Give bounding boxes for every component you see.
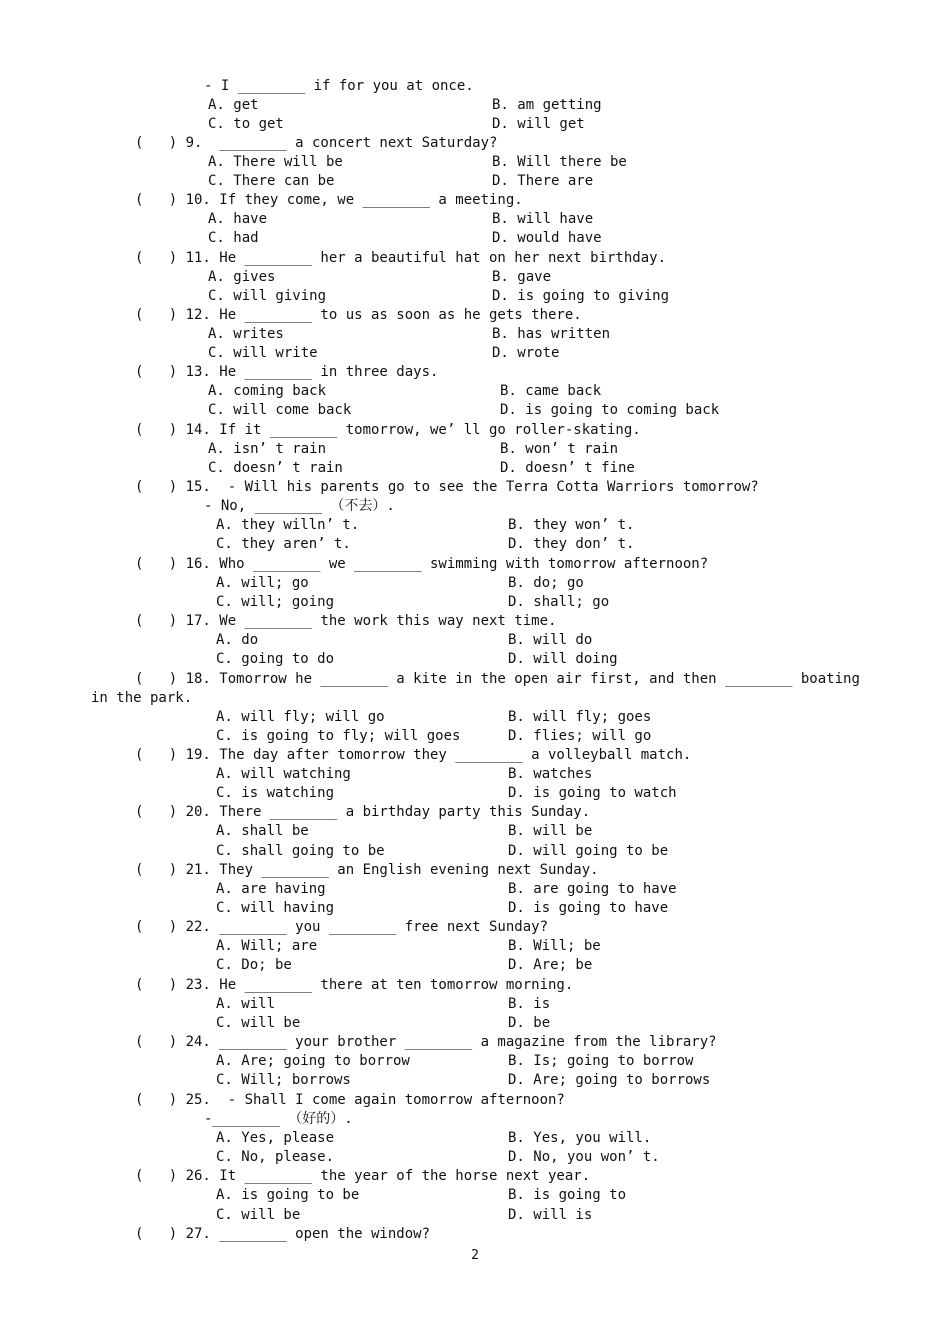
- text-line: D. be: [508, 1015, 551, 1031]
- text-line: B. is: [508, 996, 551, 1012]
- text-line: A. will: [216, 996, 276, 1012]
- text-line: B. Will; be: [508, 938, 601, 954]
- text-line: D. is going to giving: [492, 288, 670, 304]
- text-line: D. will doing: [508, 651, 618, 667]
- text-line: C. is watching: [216, 785, 335, 801]
- text-line: C. going to do: [216, 651, 335, 667]
- text-line: ( ) 25. - Shall I come again tomorrow afternoon?: [135, 1092, 565, 1108]
- text-line: B. they won’ t.: [508, 517, 635, 533]
- text-line: B. watches: [508, 766, 593, 782]
- text-line: C. had: [208, 230, 259, 246]
- text-line: D. There are: [492, 173, 594, 189]
- text-line: B. do; go: [508, 575, 584, 591]
- text-line: C. will; going: [216, 594, 335, 610]
- text-line: A. shall be: [216, 823, 309, 839]
- text-line: ( ) 12. He ________ to us as soon as he gets there.: [135, 307, 582, 323]
- text-line: A. Yes, please: [216, 1130, 335, 1146]
- text-line: B. will have: [492, 211, 594, 227]
- text-line: B. will do: [508, 632, 593, 648]
- text-line: D. will is: [508, 1207, 593, 1223]
- text-line: C. Do; be: [216, 957, 292, 973]
- text-line: A. they willn’ t.: [216, 517, 360, 533]
- text-line: ( ) 21. They ________ an English evening next Sunday.: [135, 862, 599, 878]
- text-line: B. will fly; goes: [508, 709, 652, 725]
- text-line: D. No, you won’ t.: [508, 1149, 660, 1165]
- text-line: ( ) 15. - Will his parents go to see the Terra Cotta Warriors tomorrow?: [135, 479, 759, 495]
- text-line: B. has written: [492, 326, 611, 342]
- text-line: C. will giving: [208, 288, 327, 304]
- text-line: C. No, please.: [216, 1149, 335, 1165]
- text-line: A. get: [208, 97, 259, 113]
- text-line: B. are going to have: [508, 881, 677, 897]
- text-line: ( ) 20. There ________ a birthday party this Sunday.: [135, 804, 591, 820]
- text-line: B. am getting: [492, 97, 602, 113]
- text-line: D. flies; will go: [508, 728, 652, 744]
- text-line: ( ) 17. We ________ the work this way next time.: [135, 613, 557, 629]
- text-line: D. Are; be: [508, 957, 593, 973]
- text-line: ( ) 13. He ________ in three days.: [135, 364, 439, 380]
- text-line: ( ) 22. ________ you ________ free next Sunday?: [135, 919, 549, 935]
- text-line: C. they aren’ t.: [216, 536, 351, 552]
- text-line: D. will get: [492, 116, 585, 132]
- text-line: C. will be: [216, 1015, 301, 1031]
- text-line: ( ) 27. ________ open the window?: [135, 1226, 431, 1242]
- text-line: D. they don’ t.: [508, 536, 635, 552]
- text-line: A. will; go: [216, 575, 309, 591]
- text-line: B. is going to: [508, 1187, 627, 1203]
- text-line: C. Will; borrows: [216, 1072, 351, 1088]
- text-line: B. Yes, you will.: [508, 1130, 652, 1146]
- text-line: B. Will there be: [492, 154, 627, 170]
- text-line: ( ) 16. Who ________ we ________ swimming with tomorrow afternoon?: [135, 556, 709, 572]
- text-line: - I ________ if for you at once.: [204, 78, 474, 94]
- text-line: B. gave: [492, 269, 552, 285]
- text-line: -________ （好的）.: [204, 1111, 353, 1127]
- text-line: D. is going to have: [508, 900, 669, 916]
- text-line: ( ) 26. It ________ the year of the horse next year.: [135, 1168, 591, 1184]
- text-line: D. doesn’ t fine: [500, 460, 635, 476]
- text-line: B. won’ t rain: [500, 441, 619, 457]
- text-line: A. do: [216, 632, 259, 648]
- text-line: ( ) 10. If they come, we ________ a meeting.: [135, 192, 523, 208]
- text-line: D. would have: [492, 230, 602, 246]
- text-line: ( ) 9. ________ a concert next Saturday?: [135, 135, 498, 151]
- text-line: A. writes: [208, 326, 284, 342]
- text-line: C. doesn’ t rain: [208, 460, 343, 476]
- text-line: ( ) 23. He ________ there at ten tomorrow morning.: [135, 977, 574, 993]
- text-line: A. Are; going to borrow: [216, 1053, 410, 1069]
- text-line: D. is going to coming back: [500, 402, 720, 418]
- text-line: C. to get: [208, 116, 284, 132]
- text-line: A. Will; are: [216, 938, 318, 954]
- text-line: B. came back: [500, 383, 602, 399]
- text-line: ( ) 19. The day after tomorrow they ________ a volleyball match.: [135, 747, 692, 763]
- text-line: A. are having: [216, 881, 326, 897]
- text-line: A. have: [208, 211, 268, 227]
- text-line: D. is going to watch: [508, 785, 677, 801]
- text-line: - No, ________ （不去）.: [204, 498, 395, 514]
- text-line: C. shall going to be: [216, 843, 385, 859]
- text-line: ( ) 24. ________ your brother ________ a magazine from the library?: [135, 1034, 717, 1050]
- text-line: in the park.: [91, 690, 193, 706]
- text-line: B. Is; going to borrow: [508, 1053, 694, 1069]
- text-line: A. coming back: [208, 383, 327, 399]
- text-line: A. is going to be: [216, 1187, 360, 1203]
- text-line: C. will come back: [208, 402, 352, 418]
- text-line: D. shall; go: [508, 594, 610, 610]
- text-line: A. There will be: [208, 154, 343, 170]
- page-number: 2: [471, 1248, 479, 1263]
- text-line: C. will be: [216, 1207, 301, 1223]
- text-line: A. isn’ t rain: [208, 441, 327, 457]
- text-line: C. There can be: [208, 173, 335, 189]
- text-line: D. Are; going to borrows: [508, 1072, 711, 1088]
- text-line: B. will be: [508, 823, 593, 839]
- text-line: ( ) 14. If it ________ tomorrow, we’ ll go roller-skating.: [135, 422, 641, 438]
- text-line: A. will watching: [216, 766, 351, 782]
- text-line: A. gives: [208, 269, 276, 285]
- text-line: ( ) 18. Tomorrow he ________ a kite in the open air first, and then ________ boating: [135, 671, 860, 687]
- text-line: C. will write: [208, 345, 318, 361]
- text-line: A. will fly; will go: [216, 709, 385, 725]
- text-line: C. is going to fly; will goes: [216, 728, 461, 744]
- text-line: D. will going to be: [508, 843, 669, 859]
- text-line: ( ) 11. He ________ her a beautiful hat on her next birthday.: [135, 250, 667, 266]
- text-line: C. will having: [216, 900, 335, 916]
- text-line: D. wrote: [492, 345, 560, 361]
